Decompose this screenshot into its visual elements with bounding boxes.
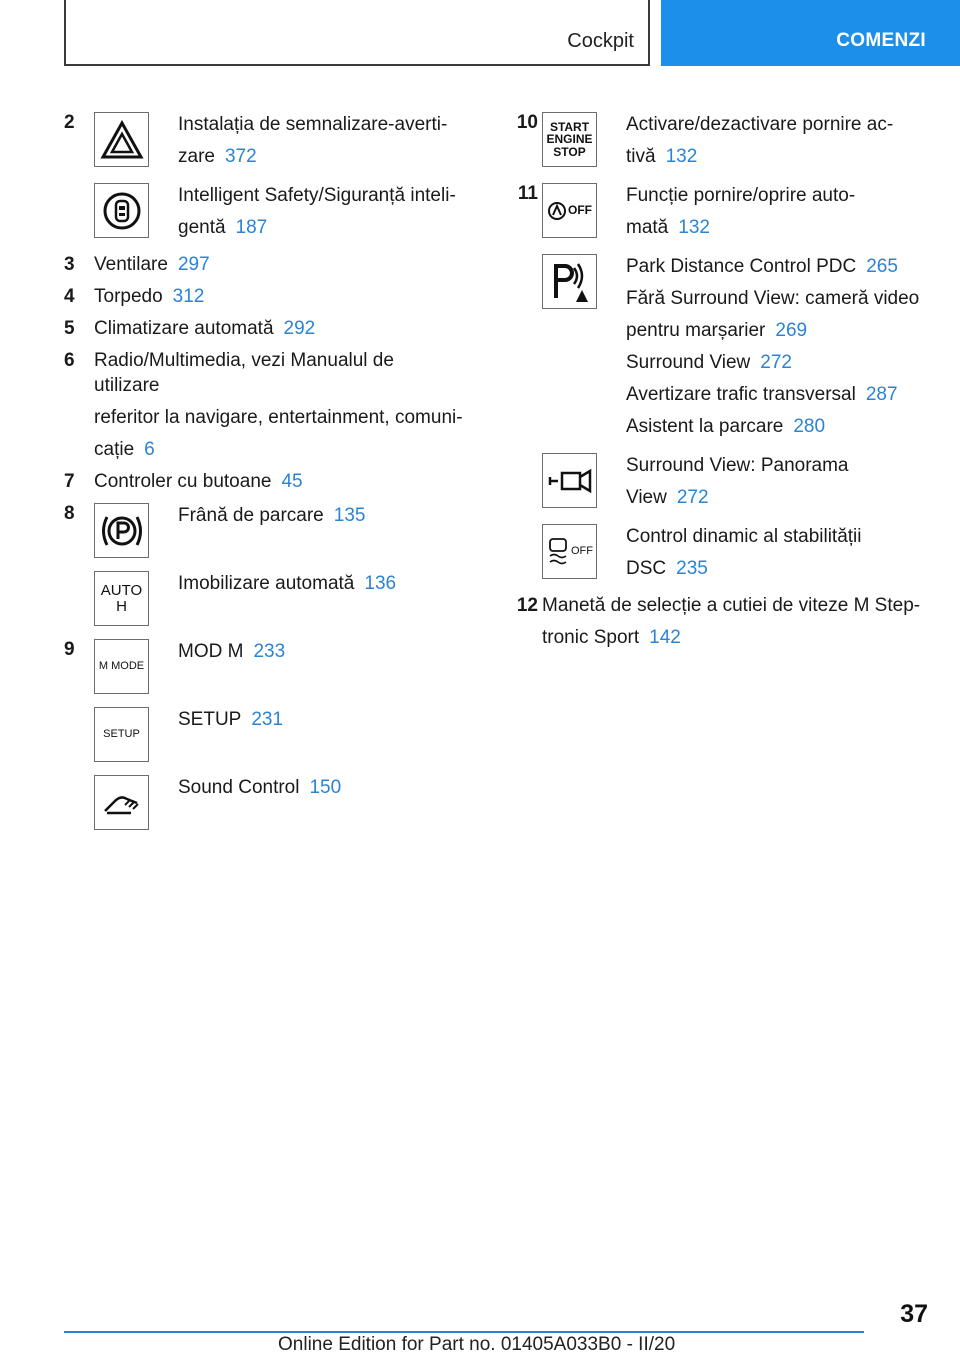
chapter-tab[interactable] xyxy=(661,0,960,66)
page-reference-link[interactable]: 136 xyxy=(364,573,397,594)
legend-entry-3 xyxy=(64,252,464,277)
text-line xyxy=(178,503,464,528)
text-line xyxy=(94,348,464,398)
page-number: 37 xyxy=(900,1300,928,1328)
page-reference-link[interactable]: 235 xyxy=(676,558,708,579)
line-text: zare xyxy=(178,146,215,167)
legend-entry-8 xyxy=(64,501,464,625)
auto-start-stop-off-icon xyxy=(542,183,597,238)
page-reference-link[interactable]: 292 xyxy=(283,318,316,339)
line-text: Avertizare trafic transversal xyxy=(626,384,856,405)
text-line xyxy=(626,183,930,208)
line-text: Frână de parcare xyxy=(178,505,324,526)
line-text: Control dinamic al stabilității xyxy=(626,526,862,547)
legend-entry-6 xyxy=(64,348,464,462)
right-column xyxy=(510,110,930,657)
text-line xyxy=(626,286,930,311)
line-text: Controler cu butoane xyxy=(94,471,272,492)
icon-row xyxy=(94,181,464,240)
text-line xyxy=(178,215,464,240)
text-line xyxy=(626,524,930,549)
entry-number: 6 xyxy=(64,350,75,371)
panorama-view-icon xyxy=(542,453,597,508)
entry-number: 12 xyxy=(516,595,538,616)
page-reference-link[interactable]: 6 xyxy=(144,439,155,460)
setup-icon-text: SETUP xyxy=(103,727,140,740)
icon-row xyxy=(94,705,464,761)
icon-row xyxy=(542,181,930,240)
text-line xyxy=(542,593,930,618)
text-line xyxy=(178,775,464,800)
icon-row xyxy=(94,110,464,169)
entry-number: 9 xyxy=(64,639,75,660)
pdc-icon xyxy=(542,254,597,309)
line-text: Funcție pornire/oprire auto- xyxy=(626,185,856,206)
entry-number: 3 xyxy=(64,254,75,275)
text-line xyxy=(178,571,464,596)
text-line xyxy=(94,405,464,430)
text-line xyxy=(178,112,464,137)
text-line xyxy=(626,453,930,478)
line-text: Park Distance Control PDC xyxy=(626,256,857,277)
entry-number: 10 xyxy=(516,112,538,133)
text-line xyxy=(626,382,930,407)
start-stop-icon xyxy=(542,112,597,167)
page-reference-link[interactable]: 233 xyxy=(253,641,286,662)
text-line xyxy=(626,556,930,581)
icon-row xyxy=(94,773,464,829)
text-line xyxy=(94,316,464,341)
intelligent-safety-icon xyxy=(94,183,149,238)
m-mode-icon-text: M MODE xyxy=(98,659,145,672)
line-text: mată xyxy=(626,217,669,238)
page-reference-link[interactable]: 287 xyxy=(865,384,898,405)
legend-entry-5 xyxy=(64,316,464,341)
icon-row xyxy=(542,110,930,169)
dsc-off-icon xyxy=(542,524,597,579)
line-text: Intelligent Safety/Siguranță inteli- xyxy=(178,185,456,206)
hazard-warning-icon xyxy=(94,112,149,167)
setup-icon xyxy=(94,707,149,762)
page-reference-link[interactable]: 312 xyxy=(172,286,205,307)
auto-start-stop-off-icon-text: OFF xyxy=(568,203,592,218)
line-text: Radio/Multimedia, vezi Manualul de utilizare xyxy=(94,350,394,396)
text-line xyxy=(626,254,930,279)
icon-row xyxy=(94,501,464,557)
text-line xyxy=(542,625,930,650)
legend-entry-9 xyxy=(64,637,464,829)
text-line xyxy=(178,183,464,208)
entry-number: 7 xyxy=(64,471,75,492)
legend-entry-2 xyxy=(64,110,464,240)
line-text: Surround View xyxy=(626,352,751,373)
sound-control-icon xyxy=(94,775,149,830)
page-reference-link[interactable]: 142 xyxy=(649,627,681,648)
line-text: Instalația de semnalizare-averti- xyxy=(178,114,448,135)
page-reference-link[interactable]: 297 xyxy=(177,254,210,275)
page-reference-link[interactable]: 265 xyxy=(866,256,898,277)
icon-row xyxy=(542,522,930,581)
page-reference-link[interactable]: 231 xyxy=(251,709,284,730)
entry-number: 4 xyxy=(64,286,75,307)
text-line xyxy=(94,252,464,277)
text-line xyxy=(94,437,464,462)
text-line xyxy=(626,112,930,137)
chapter-label: COMENZI xyxy=(836,30,926,51)
text-line xyxy=(178,707,464,732)
page-reference-link[interactable]: 132 xyxy=(665,146,698,167)
line-text: Asistent la parcare xyxy=(626,416,784,437)
line-text: Activare/dezactivare pornire ac- xyxy=(626,114,894,135)
text-line xyxy=(626,215,930,240)
text-line xyxy=(94,469,464,494)
line-text: Ventilare xyxy=(94,254,168,275)
line-text: Manetă de selecție a cutiei de viteze M Step- xyxy=(542,595,921,616)
line-text: Climatizare automată xyxy=(94,318,274,339)
page-reference-link[interactable]: 272 xyxy=(676,487,709,508)
legend-entry-7 xyxy=(64,469,464,494)
text-line xyxy=(626,144,930,169)
line-text: Imobilizare automată xyxy=(178,573,355,594)
auto-hold-icon xyxy=(94,571,149,626)
text-line xyxy=(626,318,930,343)
page-reference-link[interactable]: 45 xyxy=(281,471,303,492)
line-text: tivă xyxy=(626,146,656,167)
line-text: gentă xyxy=(178,217,226,238)
page-reference-link[interactable]: 187 xyxy=(235,217,268,238)
line-text: Torpedo xyxy=(94,286,163,307)
text-line xyxy=(626,350,930,375)
line-text: Surround View: Panorama xyxy=(626,455,849,476)
text-line xyxy=(626,485,930,510)
footer-rule xyxy=(64,1331,864,1333)
section-title: Cockpit xyxy=(567,30,634,52)
line-text: View xyxy=(626,487,667,508)
left-column xyxy=(64,110,464,841)
line-text: referitor la navigare, entertainment, comuni- xyxy=(94,407,463,428)
page-reference-link[interactable]: 280 xyxy=(793,416,826,437)
text-line xyxy=(178,144,464,169)
footer-edition: Online Edition for Part no. 01405A033B0 - II/20 xyxy=(278,1334,676,1355)
legend-entry-12 xyxy=(510,593,930,650)
line-text: DSC xyxy=(626,558,667,579)
icon-row xyxy=(542,252,930,439)
page-reference-link[interactable]: 150 xyxy=(309,777,342,798)
line-text: cație xyxy=(94,439,135,460)
page-reference-link[interactable]: 135 xyxy=(333,505,366,526)
m-mode-icon xyxy=(94,639,149,694)
entry-number: 11 xyxy=(517,183,538,204)
line-text: pentru marșarier xyxy=(626,320,766,341)
parking-brake-icon xyxy=(94,503,149,558)
icon-row xyxy=(542,451,930,510)
line-text: tronic Sport xyxy=(542,627,640,648)
text-line xyxy=(94,284,464,309)
page-reference-link[interactable]: 372 xyxy=(224,146,257,167)
legend-entry-11 xyxy=(510,181,930,581)
legend-entry-4 xyxy=(64,284,464,309)
line-text: MOD M xyxy=(178,641,244,662)
entry-number: 5 xyxy=(64,318,75,339)
dsc-off-icon-text: OFF xyxy=(571,544,593,557)
icon-row xyxy=(94,637,464,693)
start-stop-icon-text: START ENGINE STOP xyxy=(546,119,593,159)
page-reference-link[interactable]: 269 xyxy=(775,320,808,341)
line-text: Sound Control xyxy=(178,777,300,798)
entry-number: 8 xyxy=(64,503,75,524)
line-text: Fără Surround View: cameră video xyxy=(626,288,920,309)
entry-number: 2 xyxy=(64,112,75,133)
legend-entry-10 xyxy=(510,110,930,169)
auto-hold-icon-text: AUTO H xyxy=(100,581,143,615)
text-line xyxy=(178,639,464,664)
icon-row xyxy=(94,569,464,625)
line-text: SETUP xyxy=(178,709,242,730)
page-reference-link[interactable]: 272 xyxy=(760,352,792,373)
page-reference-link[interactable]: 132 xyxy=(678,217,710,238)
header-section-box xyxy=(64,0,650,66)
text-line xyxy=(626,414,930,439)
